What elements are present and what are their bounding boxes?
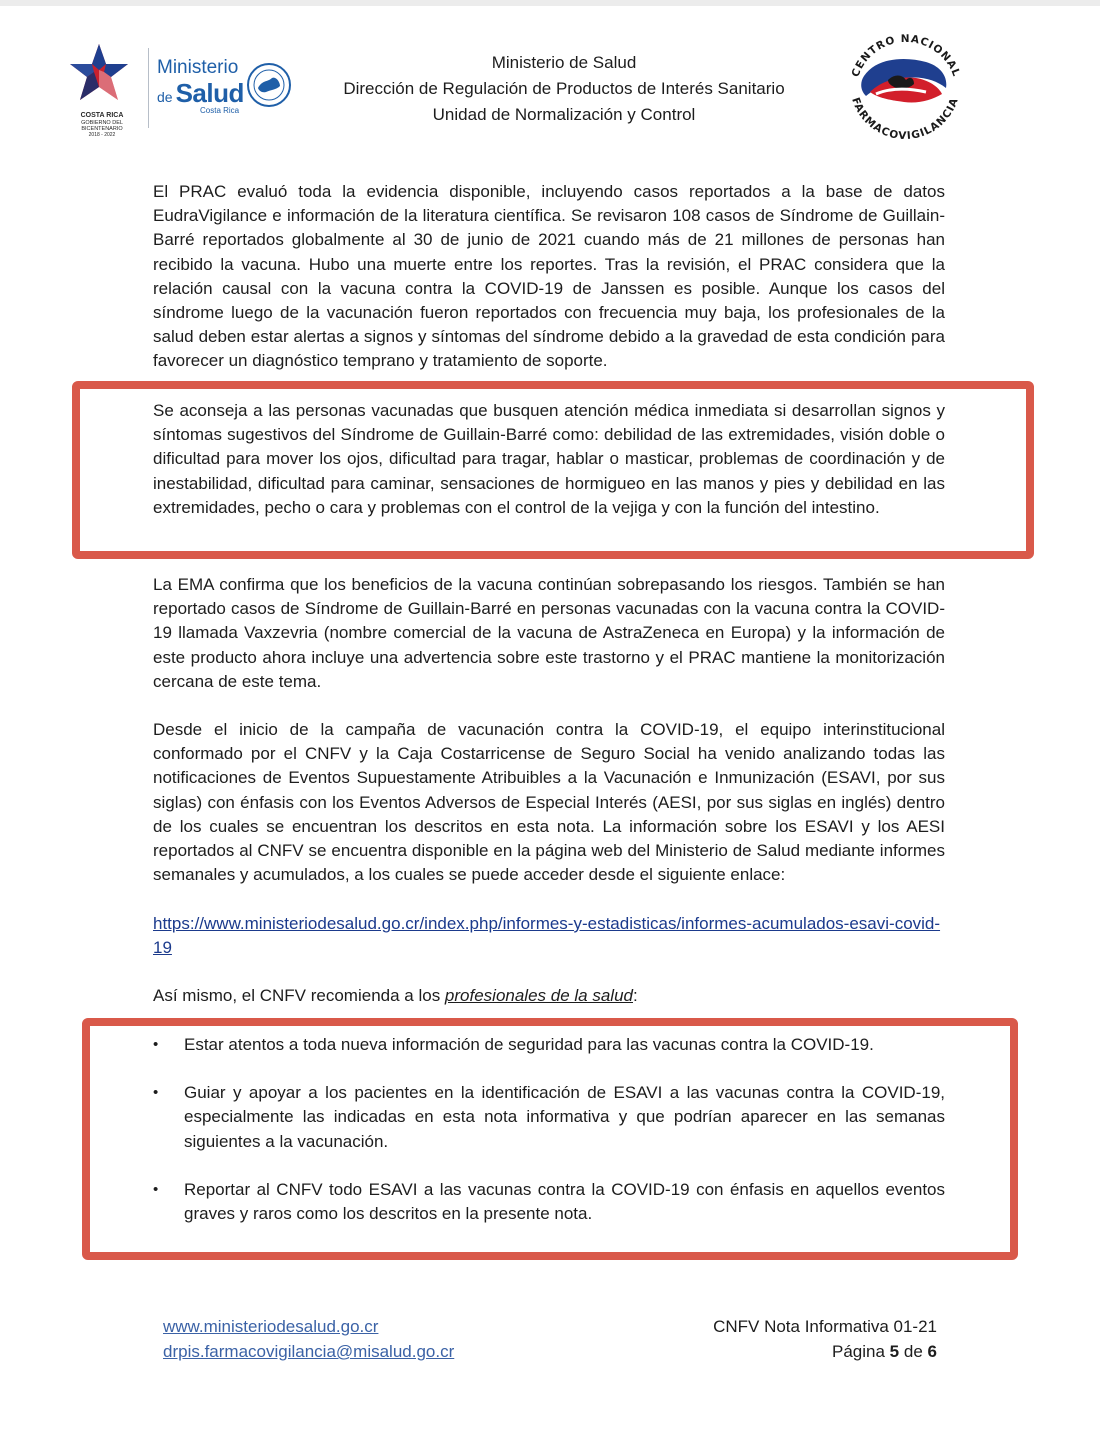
- paragraph-cnfv-monitoring: Desde el inicio de la campaña de vacunación contra la COVID-19, el equipo interinstitucional conformado por el CNFV y la Caja Costarricense de Seguro Social ha venido analizando todas las notificaciones de Eventos Supuestamente Atribuibles a la Vacunación e Inmunización (ESAVI, por sus siglas) con énfasis con los Eventos Adversos de Especial Interés (AESI, por sus siglas en inglés) dentro de los cuales se encuentran los descritos en esta nota. La información sobre los ESAVI y los AESI reportados al CNFV se encuentra disponible en la página web del Ministerio de Salud mediante informes semanales y acumulados, a los cuales se puede acceder desde el siguiente enlace:: [153, 720, 945, 885]
- informes-link[interactable]: https://www.ministeriodesalud.go.cr/index.php/informes-y-estadisticas/informes-acumulados-esavi-covid-19: [153, 914, 941, 958]
- recommendations-list: [153, 1033, 945, 1250]
- paragraph-ema-benefits: La EMA confirma que los beneficios de la vacuna continúan sobrepasando los riesgos. También se han reportado casos de Síndrome de Guillain-Barré en personas vacunadas con la vacuna contra la COVID-19 llamada Vaxzevria (nombre comercial de la vacuna de AstraZeneca en Europa) y la información de este producto ahora incluye una advertencia sobre este trastorno y el PRAC mantiene la monitorización cercana de este tema.: [153, 575, 945, 691]
- recommendation-suffix: :: [633, 986, 638, 1005]
- footer-website-link[interactable]: www.ministeriodesalud.go.cr: [163, 1317, 379, 1336]
- salud-word: Salud: [175, 78, 244, 108]
- paragraph-prac-evaluation: El PRAC evaluó toda la evidencia disponible, incluyendo casos reportados a la base de datos EudraVigilance e información de la literatura científica. Se revisaron 108 casos de Síndrome de Guillain-Barré reportados globalmente al 30 de junio de 2021 cuando más de 21 millones de personas han recibido la vacuna. Hubo una muerte entre los reportes. Tras la revisión, el PRAC considera que la relación causal con la vacuna contra la COVID-19 de Janssen es posible. Aunque los casos del síndrome luego de la vacunación fueron reportados con frecuencia muy baja, los profesionales de la salud deben estar alertas a signos y síntomas del síndrome debido a la gravedad de esta condición para favorecer un diagnóstico temprano y tratamiento de soporte.: [153, 182, 945, 371]
- bullet-icon: •: [153, 1036, 159, 1053]
- caption-years: 2018 - 2022: [88, 132, 116, 138]
- page-current: 5: [889, 1342, 900, 1361]
- ministerio-country: Costa Rica: [200, 106, 240, 115]
- list-item: [153, 1178, 945, 1226]
- header-title-block: [300, 50, 828, 128]
- recommendation-prefix: Así mismo, el CNFV recomienda a los: [153, 986, 445, 1005]
- page-word: Página: [832, 1342, 885, 1361]
- list-item-text: Reportar al CNFV todo ESAVI a las vacunas contra la COVID-19 con énfasis en aquellos eventos graves y raros como los descritos en la presente nota.: [184, 1179, 945, 1224]
- ministerio-logo: [62, 38, 302, 138]
- list-item: [153, 1033, 945, 1057]
- logo-caption: [62, 112, 142, 138]
- cnfv-logo: [842, 30, 968, 142]
- bullet-icon: •: [153, 1180, 159, 1198]
- cnfv-arc-top: CENTRO NACIONAL: [849, 32, 963, 79]
- footer-email-link[interactable]: drpis.farmacovigilancia@misalud.go.cr: [163, 1342, 455, 1361]
- logo-divider: [148, 48, 149, 128]
- svg-text:FARMACOVIGILANCIA: [849, 96, 961, 142]
- list-item: [153, 1081, 945, 1154]
- list-item-text: Guiar y apoyar a los pacientes en la identificación de ESAVI a las vacunas contra la COVID-19, especialmente las indicadas en esta nota informativa y que podrían aparecer en las semanas siguientes a la vacunación.: [184, 1083, 945, 1151]
- footer-links: [163, 1314, 454, 1364]
- page-top-edge: [0, 0, 1100, 6]
- salud-row: [157, 78, 244, 108]
- paragraph-symptoms-advice: Se aconseja a las personas vacunadas que busquen atención médica inmediata si desarrollan signos y síntomas sugestivos del Síndrome de Guillain-Barré como: debilidad de las extremidades, visión doble o dificultad para mover los ojos, dificultad para tragar, hablar o masticar, problemas de coordinación y de inestabilidad, dificultad para caminar, sensaciones de hormigueo en las manos y pies y debilidad en las extremidades, pecho o cara y problemas con el control de la vejiga y con la función del intestino.: [153, 401, 945, 517]
- costa-rica-star-logo-icon: [66, 42, 132, 112]
- page-of: de: [903, 1342, 923, 1361]
- cnfv-arc-bottom: FARMACOVIGILANCIA: [849, 95, 961, 142]
- header-title-line-3: Unidad de Normalización y Control: [432, 105, 696, 124]
- ministerio-word: Ministerio: [157, 57, 239, 78]
- paragraph-recommendation-intro: [153, 984, 945, 1008]
- footer-page-info: [640, 1314, 937, 1364]
- footer-page-number: [640, 1339, 937, 1364]
- salud-de: de: [157, 89, 173, 105]
- header-title-line-1: Ministerio de Salud: [491, 53, 637, 72]
- page-total: 6: [927, 1342, 937, 1361]
- bullet-icon: •: [153, 1084, 159, 1102]
- costa-rica-map-icon: [861, 59, 946, 103]
- recommendation-emphasis: profesionales de la salud: [444, 986, 633, 1005]
- header-title-line-2: Dirección de Regulación de Productos de Interés Sanitario: [343, 79, 785, 98]
- caption-country: COSTA RICA: [80, 112, 124, 119]
- footer-note-label: CNFV Nota Informativa 01-21: [713, 1317, 937, 1336]
- list-item-text: Estar atentos a toda nueva información de seguridad para las vacunas contra la COVID-19.: [184, 1035, 874, 1054]
- ministry-seal-icon: [246, 60, 292, 110]
- caption-government: GOBIERNO DEL BICENTENARIO: [81, 120, 123, 132]
